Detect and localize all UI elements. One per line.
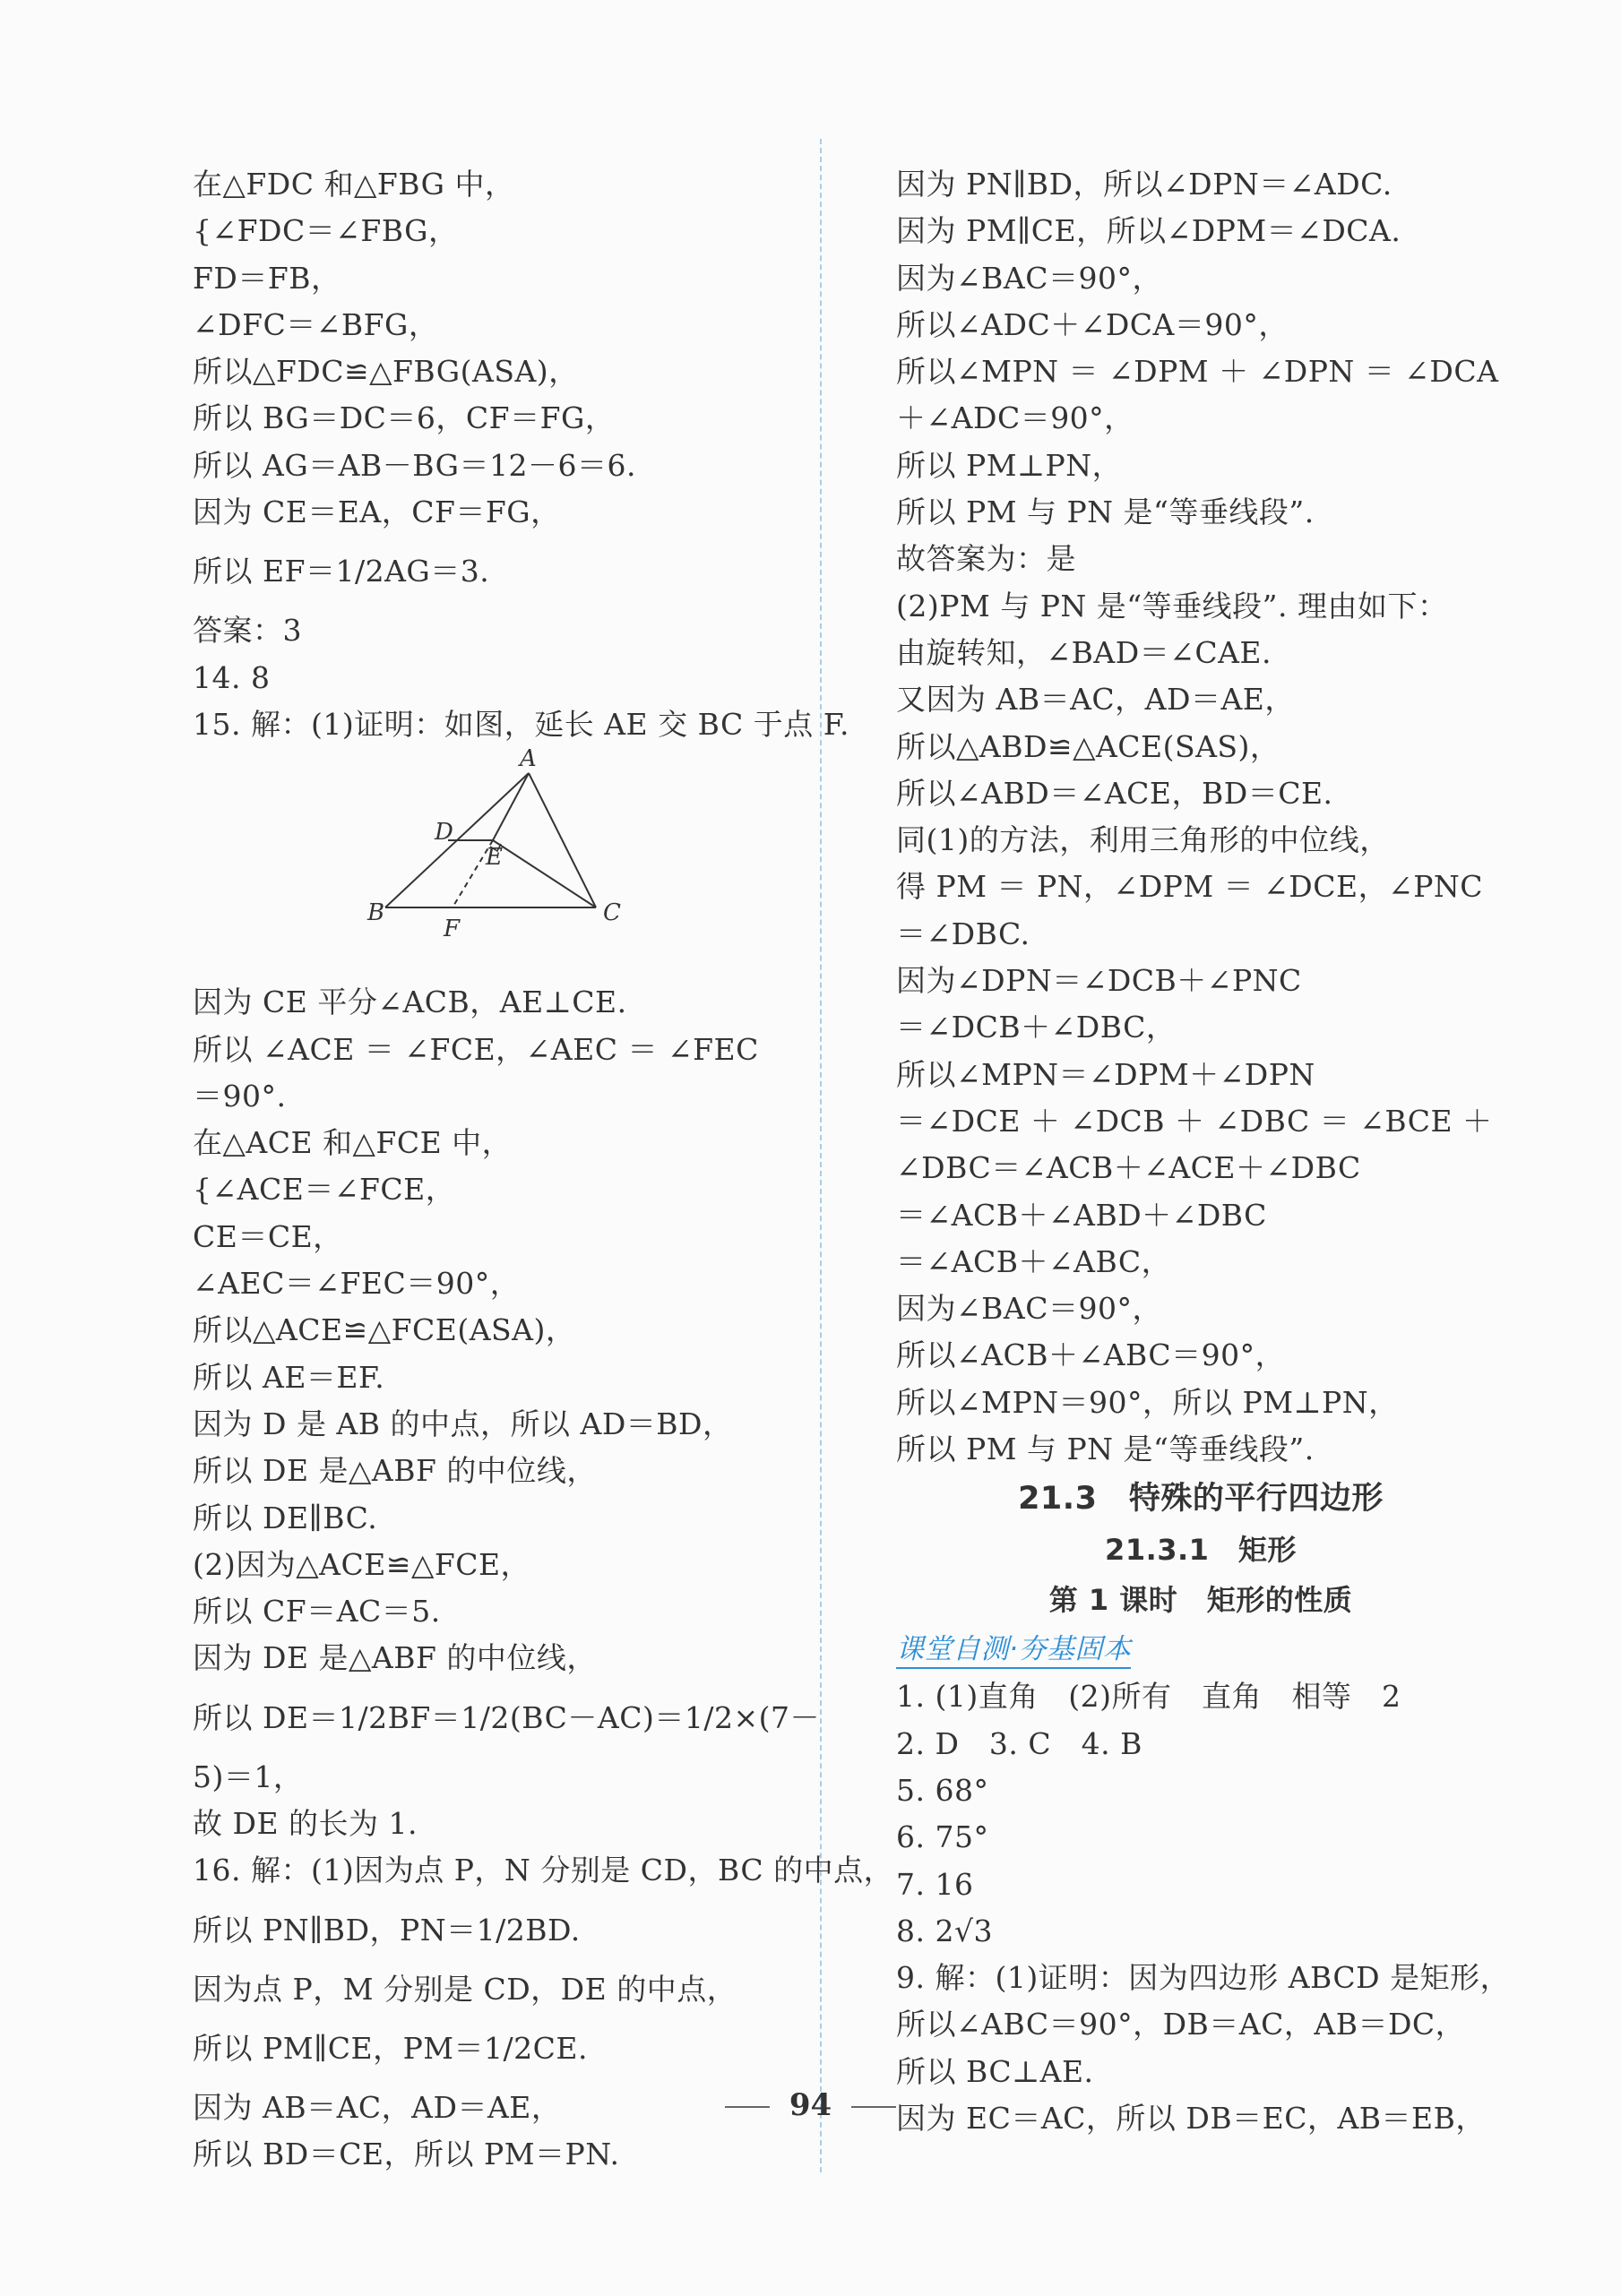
text-line: 故 DE 的长为 1.: [193, 1806, 418, 1842]
text-line: {∠ACE＝∠FCE，: [193, 1172, 456, 1208]
text-line: 1. (1)直角 (2)所有 直角 相等 2: [896, 1679, 1401, 1715]
text-line: (2)PM 与 PN 是“等垂线段”. 理由如下：: [896, 588, 1448, 623]
text-line: 同(1)的方法，利用三角形的中位线，: [896, 822, 1390, 858]
point-label-b: B: [367, 899, 385, 927]
text-line: 所以 PM 与 PN 是“等垂线段”.: [896, 1432, 1315, 1467]
text-line: 所以∠ABC＝90°，DB＝AC，AB＝DC，: [896, 2007, 1466, 2042]
text-line: 所以∠MPN ＝ ∠DPM ＋ ∠DPN ＝ ∠DCA: [896, 354, 1499, 390]
text-line: 6. 75°: [896, 1819, 989, 1855]
text-line: ＋∠ADC＝90°，: [896, 400, 1134, 436]
text-line: 所以 AE＝EF.: [193, 1359, 385, 1395]
page-number-footer: [0, 2087, 1621, 2123]
lesson-heading: 第 1 课时 矩形的性质: [1048, 1583, 1353, 1618]
footer-dash-left: [725, 2106, 770, 2108]
text-line: 因为 PM∥CE，所以∠DPM＝∠DCA.: [896, 213, 1401, 249]
text-line: 所以 BC⊥AE.: [896, 2053, 1094, 2089]
text-line: ＝∠DCE ＋ ∠DCB ＋ ∠DBC ＝ ∠BCE ＋: [896, 1103, 1493, 1139]
text-line: ∠DFC＝∠BFG，: [193, 306, 439, 342]
text-line: 所以 AG＝AB－BG＝12－6＝6.: [193, 447, 636, 483]
text-line: 所以 BD＝CE，所以 PM＝PN.: [193, 2137, 620, 2172]
text-line: ＝∠DCB＋∠DBC，: [896, 1010, 1177, 1045]
text-line: 所以 DE＝1/2BF＝1/2(BC－AC)＝1/2×(7－: [193, 1699, 820, 1735]
text-line: ＝∠ACB＋∠ABC，: [896, 1243, 1172, 1279]
text-line: 9. 解：(1)证明：因为四边形 ABCD 是矩形，: [896, 1960, 1511, 1996]
text-line: 所以 PM⊥PN，: [896, 447, 1123, 483]
point-label-c: C: [603, 899, 622, 927]
text-line: ∠AEC＝∠FEC＝90°，: [193, 1266, 521, 1302]
text-line: 15. 解：(1)证明：如图，延长 AE 交 BC 于点 F.: [193, 706, 849, 742]
text-line: 因为 D 是 AB 的中点，所以 AD＝BD，: [193, 1406, 733, 1441]
text-line: 8. 2√3: [896, 1913, 993, 1948]
text-line: 所以∠ACB＋∠ABC＝90°，: [896, 1337, 1286, 1373]
text-line: 所以△ABD≌△ACE(SAS)，: [896, 728, 1280, 764]
text-line: ＝90°.: [193, 1078, 287, 1114]
text-line: 所以∠ABD＝∠ACE，BD＝CE.: [896, 775, 1333, 811]
text-line: 所以 PN∥BD，PN＝1/2BD.: [193, 1912, 581, 1948]
text-line: (2)因为△ACE≌△FCE，: [193, 1546, 531, 1582]
section-heading: 21.3 特殊的平行四边形: [1018, 1481, 1384, 1518]
text-line: 所以 BG＝DC＝6，CF＝FG，: [193, 400, 616, 436]
text-line: ∠DBC＝∠ACB＋∠ACE＋∠DBC: [896, 1150, 1361, 1186]
text-line: 所以 DE∥BC.: [193, 1500, 378, 1535]
practice-section-label: 课堂自测·夯基固本: [896, 1625, 1505, 1673]
text-line: 所以 CF＝AC＝5.: [193, 1594, 441, 1630]
right-column: [896, 161, 1511, 2142]
text-line: 所以∠MPN＝90°，所以 PM⊥PN，: [896, 1384, 1399, 1420]
text-line: 5. 68°: [896, 1772, 989, 1808]
text-line: 因为点 P，M 分别是 CD，DE 的中点，: [193, 1971, 737, 2007]
triangle-figure: [193, 748, 820, 979]
point-label-a: A: [520, 748, 538, 773]
text-line: 因为∠BAC＝90°，: [896, 1291, 1162, 1327]
left-column: [193, 161, 894, 2179]
text-line: 因为 DE 是△ABF 的中位线，: [193, 1640, 597, 1676]
text-line: 所以 EF＝1/2AG＝3.: [193, 554, 490, 589]
text-line: 所以 PM∥CE，PM＝1/2CE.: [193, 2030, 588, 2066]
footer-dash-right: [851, 2106, 896, 2108]
text-line: 2. D 3. C 4. B: [896, 1725, 1142, 1761]
text-line: 14. 8: [193, 659, 271, 695]
text-line: 由旋转知，∠BAD＝∠CAE.: [896, 634, 1272, 670]
point-label-e: E: [486, 844, 504, 872]
point-label-d: D: [435, 819, 454, 847]
point-label-f: F: [444, 916, 461, 943]
text-line: 所以∠ADC＋∠DCA＝90°，: [896, 306, 1289, 342]
text-line: 所以 DE 是△ABF 的中位线，: [193, 1453, 597, 1489]
text-line: 所以∠MPN＝∠DPM＋∠DPN: [896, 1056, 1315, 1092]
text-line: 所以 ∠ACE ＝ ∠FCE，∠AEC ＝ ∠FEC: [193, 1031, 759, 1067]
text-line: 因为 EC＝AC，所以 DB＝EC，AB＝EB，: [896, 2100, 1486, 2136]
text-line: 7. 16: [896, 1866, 974, 1902]
text-line: 所以△FDC≌△FBG(ASA)，: [193, 354, 579, 390]
text-line: FD＝FB，: [193, 260, 341, 296]
text-line: 在△FDC 和△FBG 中，: [193, 167, 515, 202]
text-line: 得 PM ＝ PN，∠DPM ＝ ∠DCE，∠PNC: [896, 869, 1484, 905]
text-line: 在△ACE 和△FCE 中，: [193, 1125, 513, 1161]
text-line: 5)＝1，: [193, 1759, 304, 1794]
text-line: 因为 AB＝AC，AD＝AE，: [193, 2089, 562, 2125]
text-line: 因为 CE＝EA，CF＝FG，: [193, 494, 561, 530]
text-line: 故答案为：是: [896, 541, 1076, 577]
text-line: 因为∠BAC＝90°，: [896, 260, 1162, 296]
text-line: 16. 解：(1)因为点 P，N 分别是 CD，BC 的中点，: [193, 1853, 894, 1888]
text-line: ＝∠ACB＋∠ABD＋∠DBC: [896, 1197, 1267, 1233]
text-line: 因为 PN∥BD，所以∠DPN＝∠ADC.: [896, 167, 1393, 202]
text-line: 因为∠DPN＝∠DCB＋∠PNC: [896, 963, 1302, 999]
text-line: 因为 CE 平分∠ACB，AE⊥CE.: [193, 985, 627, 1020]
page-number: 94: [789, 2087, 832, 2123]
text-line: {∠FDC＝∠FBG，: [193, 213, 459, 249]
text-line: 所以△ACE≌△FCE(ASA)，: [193, 1312, 576, 1348]
text-line: 所以 PM 与 PN 是“等垂线段”.: [896, 494, 1315, 530]
answer-line: 答案：3: [193, 613, 302, 649]
text-line: ＝∠DBC.: [896, 916, 1030, 951]
text-line: 又因为 AB＝AC，AD＝AE，: [896, 682, 1295, 718]
subsection-heading: 21.3.1 矩形: [1105, 1533, 1297, 1568]
triangle-diagram: [193, 748, 820, 979]
text-line: CE＝CE，: [193, 1218, 343, 1254]
